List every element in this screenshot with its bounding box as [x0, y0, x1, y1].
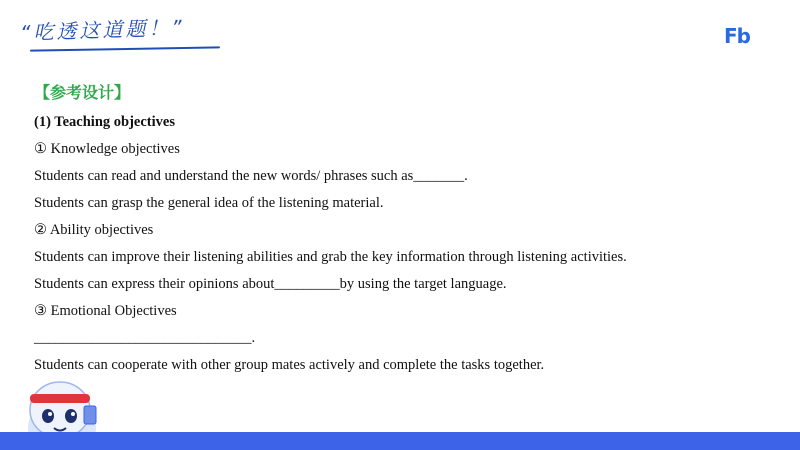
objective-line-8: ③ Emotional Objectives	[34, 303, 177, 319]
objective-line-5: ② Ability objectives	[34, 222, 154, 238]
document-body	[34, 80, 774, 379]
banner-underline	[30, 46, 220, 51]
banner-text: “吃透这道题！”	[19, 15, 186, 45]
objective-line-2: ① Knowledge objectives	[34, 141, 180, 157]
objective-line-3: Students can read and understand the new words/ phrases such as_______.	[34, 168, 468, 184]
objective-line-10: Students can cooperate with other group mates actively and complete the tasks together.	[34, 357, 545, 373]
section-title: 【参考设计】	[34, 83, 131, 102]
fb-logo-icon: Fb	[724, 24, 750, 48]
objective-line-6: Students can improve their listening abilities and grab the key information through listening activities.	[34, 249, 627, 265]
objective-line-1: (1) Teaching objectives	[34, 114, 175, 130]
objective-line-4: Students can grasp the general idea of the listening material.	[34, 195, 384, 211]
banner	[20, 14, 240, 54]
objective-line-7: Students can express their opinions about_________by using the target language.	[34, 276, 507, 292]
bottom-bar	[0, 432, 800, 450]
objective-line-9: ______________________________.	[34, 330, 256, 346]
